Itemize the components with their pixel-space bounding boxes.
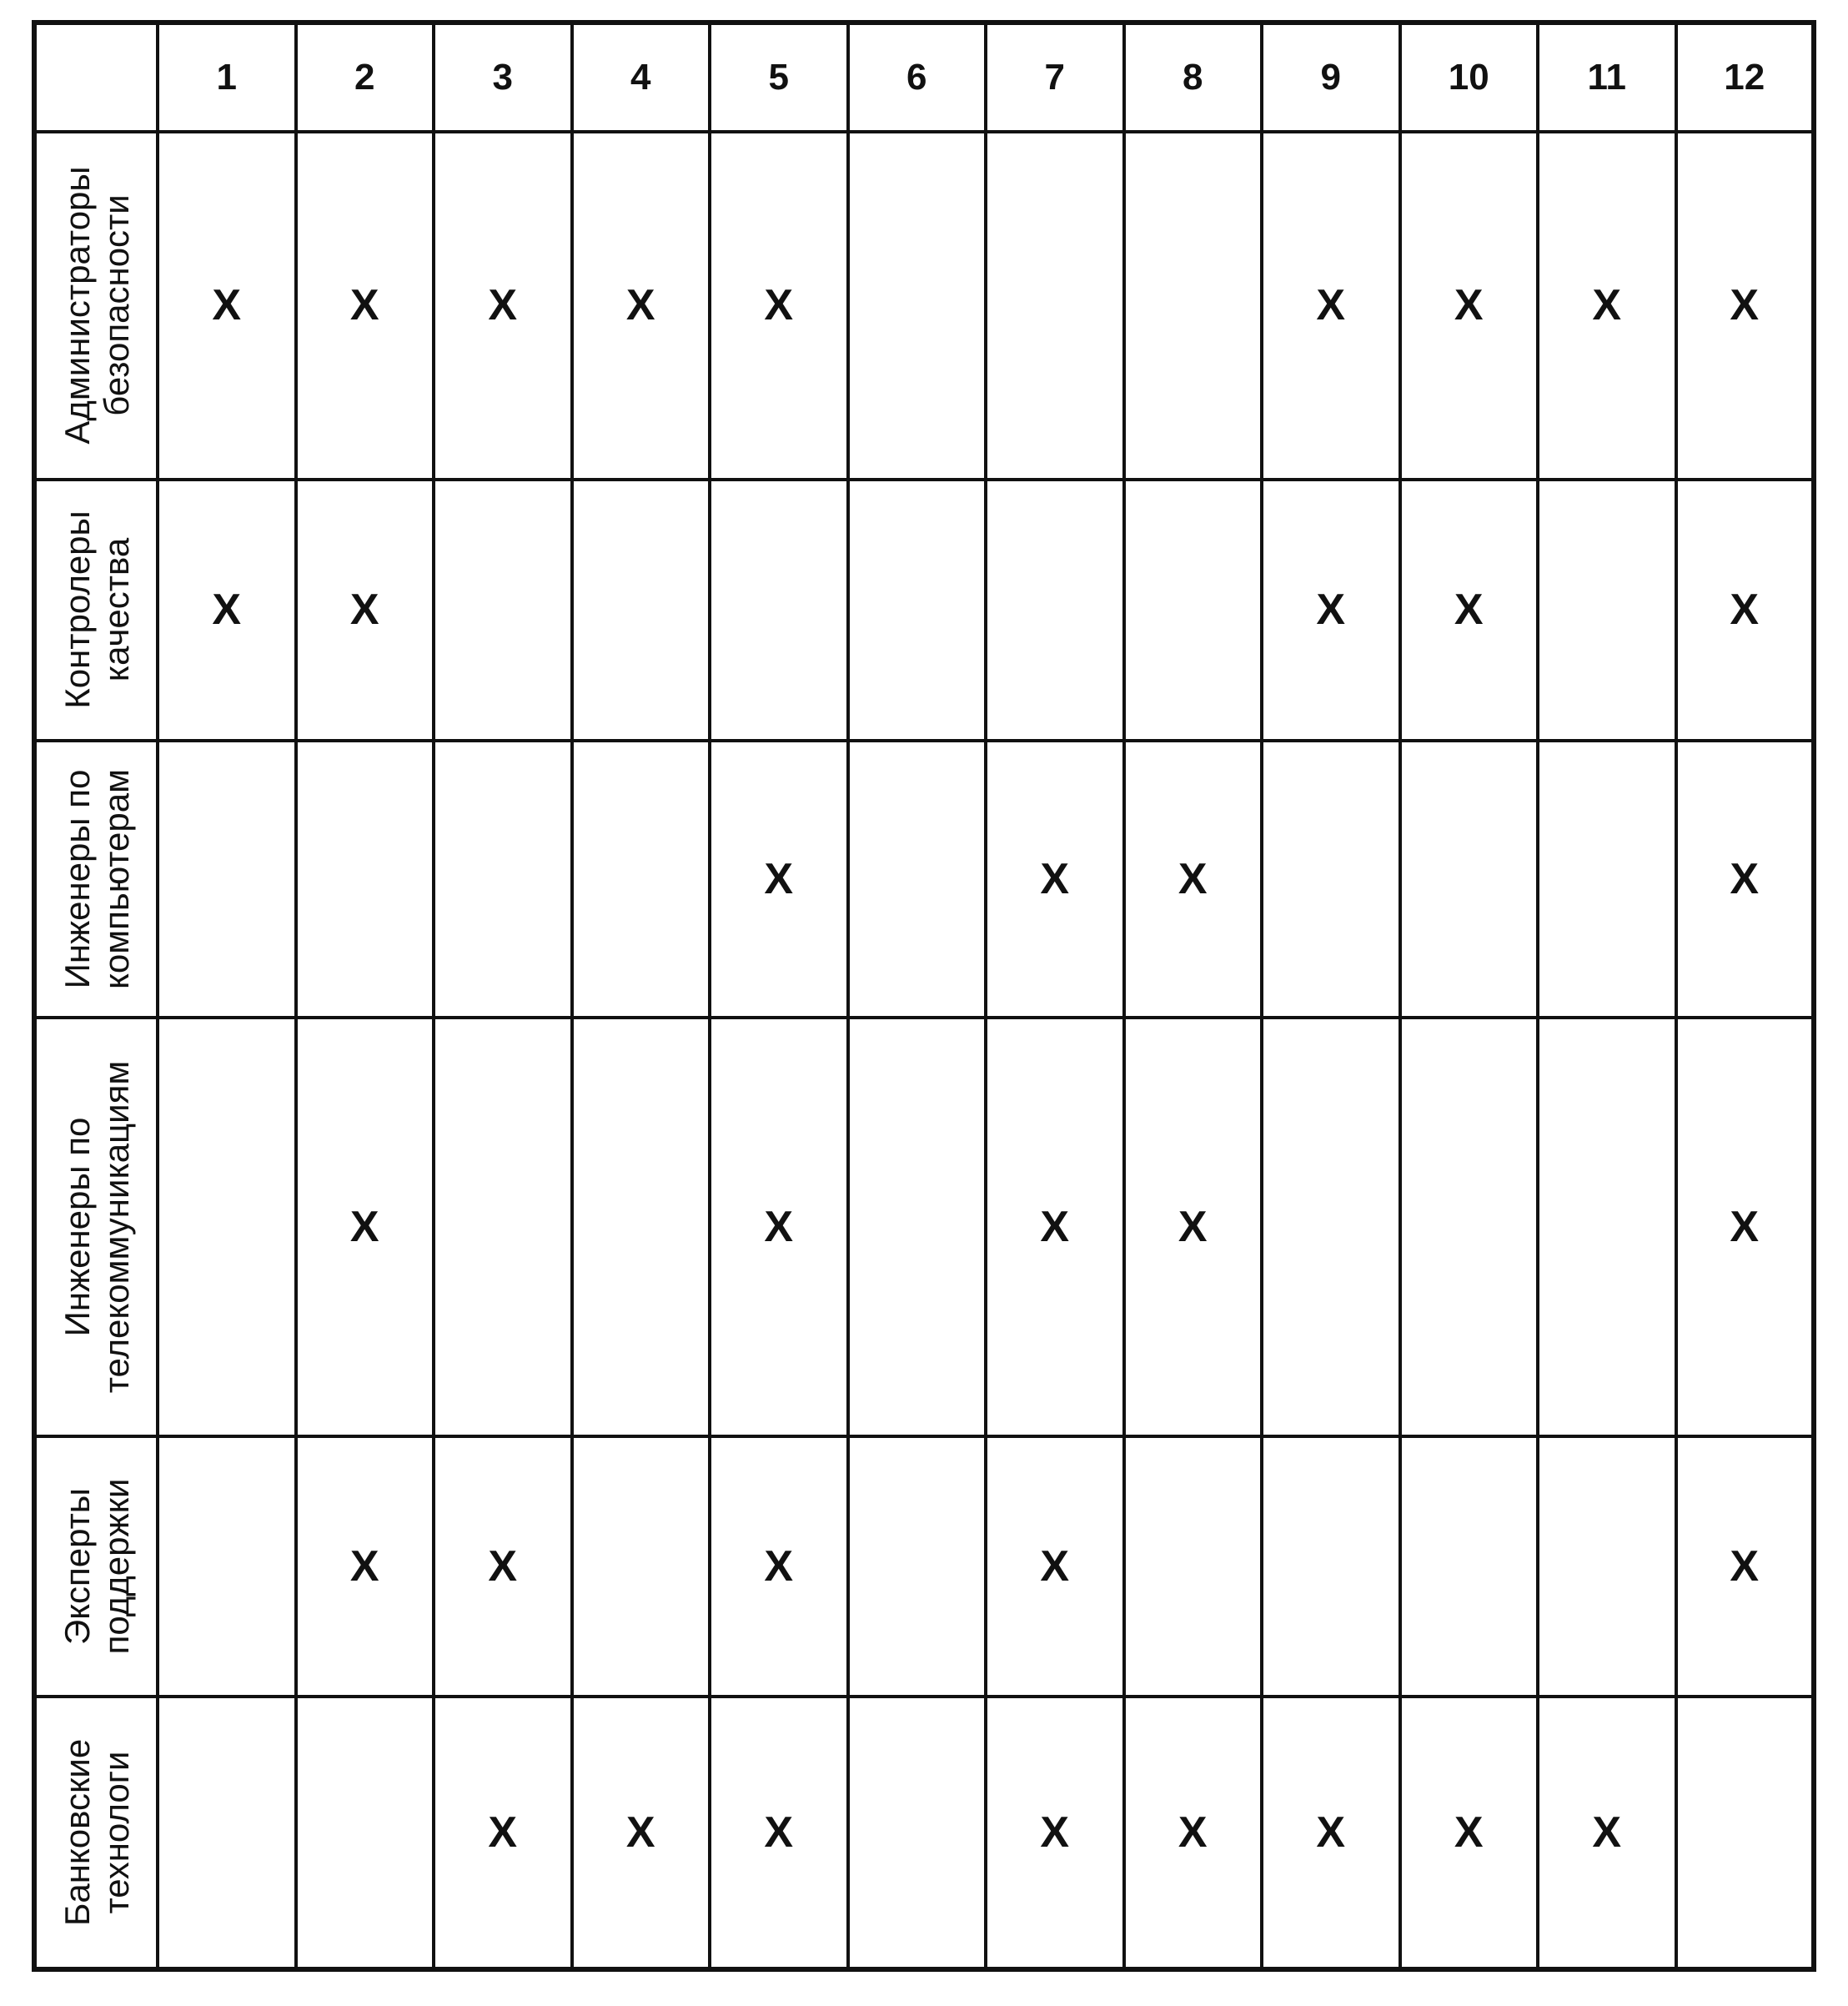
matrix-cell bbox=[1400, 480, 1539, 741]
table-row bbox=[34, 132, 1814, 480]
x-mark: X bbox=[349, 1541, 379, 1591]
table-row bbox=[34, 480, 1814, 741]
row-header-label: Инженеры по телекоммуникациям bbox=[57, 1060, 136, 1394]
x-mark: X bbox=[764, 1808, 794, 1858]
matrix-cell bbox=[1676, 1436, 1815, 1697]
matrix-cell bbox=[1262, 1018, 1400, 1435]
matrix-cell bbox=[1262, 132, 1400, 480]
matrix-cell bbox=[434, 1436, 572, 1697]
column-header-5: 5 bbox=[710, 23, 848, 132]
matrix-cell bbox=[1538, 741, 1676, 1018]
row-header bbox=[34, 480, 158, 741]
matrix-cell bbox=[158, 741, 296, 1018]
matrix-cell bbox=[710, 741, 848, 1018]
matrix-cell bbox=[986, 480, 1124, 741]
x-mark: X bbox=[488, 281, 518, 330]
matrix-cell bbox=[572, 132, 711, 480]
matrix-cell bbox=[1538, 1436, 1676, 1697]
column-header-10: 10 bbox=[1400, 23, 1539, 132]
matrix-cell bbox=[1124, 480, 1263, 741]
x-mark: X bbox=[1454, 1808, 1484, 1858]
matrix-cell bbox=[848, 1697, 987, 1969]
matrix-cell bbox=[710, 480, 848, 741]
table-row bbox=[34, 1018, 1814, 1435]
x-mark: X bbox=[1178, 1202, 1208, 1251]
matrix-cell bbox=[1400, 1436, 1539, 1697]
table-row bbox=[34, 1697, 1814, 1969]
row-header-label: Инженеры по компьютерам bbox=[57, 769, 136, 990]
x-mark: X bbox=[1454, 281, 1484, 330]
x-mark: X bbox=[1730, 1202, 1760, 1251]
x-mark: X bbox=[349, 281, 379, 330]
x-mark: X bbox=[1730, 1541, 1760, 1591]
matrix-cell bbox=[434, 741, 572, 1018]
matrix-cell bbox=[710, 1018, 848, 1435]
x-mark: X bbox=[764, 281, 794, 330]
matrix-cell bbox=[1262, 480, 1400, 741]
column-header-11: 11 bbox=[1538, 23, 1676, 132]
matrix-cell bbox=[1538, 132, 1676, 480]
x-mark: X bbox=[1178, 855, 1208, 904]
x-mark: X bbox=[1040, 855, 1070, 904]
matrix-cell bbox=[1262, 1436, 1400, 1697]
table-body bbox=[34, 132, 1814, 1969]
matrix-cell bbox=[158, 1697, 296, 1969]
matrix-cell bbox=[1124, 1697, 1263, 1969]
matrix-cell bbox=[158, 1018, 296, 1435]
x-mark: X bbox=[488, 1541, 518, 1591]
matrix-cell bbox=[1676, 1697, 1815, 1969]
row-header-label: Эксперты поддержки bbox=[57, 1478, 136, 1655]
matrix-cell bbox=[296, 1018, 434, 1435]
x-mark: X bbox=[212, 586, 242, 635]
x-mark: X bbox=[1040, 1541, 1070, 1591]
matrix-cell bbox=[296, 741, 434, 1018]
matrix-cell bbox=[158, 480, 296, 741]
matrix-cell bbox=[1124, 1018, 1263, 1435]
table-row bbox=[34, 1436, 1814, 1697]
matrix-cell bbox=[1676, 1018, 1815, 1435]
matrix-cell bbox=[434, 1018, 572, 1435]
column-header-2: 2 bbox=[296, 23, 434, 132]
x-mark: X bbox=[1316, 1808, 1346, 1858]
x-mark: X bbox=[764, 1202, 794, 1251]
matrix-cell bbox=[158, 132, 296, 480]
matrix-cell bbox=[1538, 1697, 1676, 1969]
column-header-3: 3 bbox=[434, 23, 572, 132]
row-header bbox=[34, 1697, 158, 1969]
x-mark: X bbox=[1730, 586, 1760, 635]
matrix-cell bbox=[1538, 480, 1676, 741]
matrix-cell bbox=[434, 132, 572, 480]
matrix-cell bbox=[296, 1436, 434, 1697]
matrix-cell bbox=[1400, 132, 1539, 480]
x-mark: X bbox=[1040, 1202, 1070, 1251]
matrix-cell bbox=[1400, 1018, 1539, 1435]
matrix-cell bbox=[1262, 741, 1400, 1018]
matrix-cell bbox=[434, 1697, 572, 1969]
matrix-cell bbox=[1124, 132, 1263, 480]
matrix-cell bbox=[986, 741, 1124, 1018]
matrix-cell bbox=[572, 741, 711, 1018]
x-mark: X bbox=[764, 1541, 794, 1591]
x-mark: X bbox=[1316, 586, 1346, 635]
matrix-cell bbox=[848, 480, 987, 741]
matrix-cell bbox=[848, 132, 987, 480]
matrix-cell bbox=[1676, 741, 1815, 1018]
matrix-cell bbox=[572, 1018, 711, 1435]
matrix-cell bbox=[848, 1018, 987, 1435]
row-header bbox=[34, 132, 158, 480]
column-header-4: 4 bbox=[572, 23, 711, 132]
matrix-cell bbox=[986, 1697, 1124, 1969]
x-mark: X bbox=[488, 1808, 518, 1858]
matrix-cell bbox=[710, 132, 848, 480]
x-mark: X bbox=[1178, 1808, 1208, 1858]
x-mark: X bbox=[1454, 586, 1484, 635]
column-header-12: 12 bbox=[1676, 23, 1815, 132]
role-matrix-table bbox=[32, 20, 1816, 1972]
x-mark: X bbox=[1040, 1808, 1070, 1858]
matrix-cell bbox=[1538, 1018, 1676, 1435]
row-header bbox=[34, 1436, 158, 1697]
column-header-9: 9 bbox=[1262, 23, 1400, 132]
matrix-cell bbox=[986, 132, 1124, 480]
x-mark: X bbox=[1592, 1808, 1622, 1858]
x-mark: X bbox=[1730, 855, 1760, 904]
x-mark: X bbox=[1730, 281, 1760, 330]
matrix-cell bbox=[710, 1697, 848, 1969]
x-mark: X bbox=[625, 281, 655, 330]
row-header-label: Администраторы безопасности bbox=[57, 166, 136, 445]
matrix-cell bbox=[572, 480, 711, 741]
column-header-6: 6 bbox=[848, 23, 987, 132]
matrix-cell bbox=[986, 1018, 1124, 1435]
matrix-cell bbox=[710, 1436, 848, 1697]
x-mark: X bbox=[1316, 281, 1346, 330]
row-header bbox=[34, 1018, 158, 1435]
matrix-cell bbox=[1262, 1697, 1400, 1969]
column-header-7: 7 bbox=[986, 23, 1124, 132]
header-row bbox=[34, 23, 1814, 132]
matrix-cell bbox=[1124, 741, 1263, 1018]
row-header-label: Банковские технологи bbox=[57, 1738, 136, 1927]
matrix-cell bbox=[1400, 741, 1539, 1018]
matrix-cell bbox=[434, 480, 572, 741]
column-header-8: 8 bbox=[1124, 23, 1263, 132]
x-mark: X bbox=[212, 281, 242, 330]
matrix-cell bbox=[1676, 480, 1815, 741]
matrix-cell bbox=[572, 1697, 711, 1969]
x-mark: X bbox=[625, 1808, 655, 1858]
matrix-cell bbox=[296, 132, 434, 480]
row-header bbox=[34, 741, 158, 1018]
matrix-cell bbox=[572, 1436, 711, 1697]
x-mark: X bbox=[764, 855, 794, 904]
matrix-cell bbox=[848, 741, 987, 1018]
matrix-cell bbox=[1676, 132, 1815, 480]
row-header-label: Контролеры качества bbox=[57, 510, 136, 710]
x-mark: X bbox=[349, 586, 379, 635]
matrix-cell bbox=[986, 1436, 1124, 1697]
column-header-1: 1 bbox=[158, 23, 296, 132]
x-mark: X bbox=[349, 1202, 379, 1251]
x-mark: X bbox=[1592, 281, 1622, 330]
matrix-cell bbox=[1400, 1697, 1539, 1969]
matrix-cell bbox=[1124, 1436, 1263, 1697]
table-row bbox=[34, 741, 1814, 1018]
matrix-cell bbox=[848, 1436, 987, 1697]
matrix-cell bbox=[296, 480, 434, 741]
corner-cell bbox=[34, 23, 158, 132]
matrix-cell bbox=[158, 1436, 296, 1697]
matrix-cell bbox=[296, 1697, 434, 1969]
